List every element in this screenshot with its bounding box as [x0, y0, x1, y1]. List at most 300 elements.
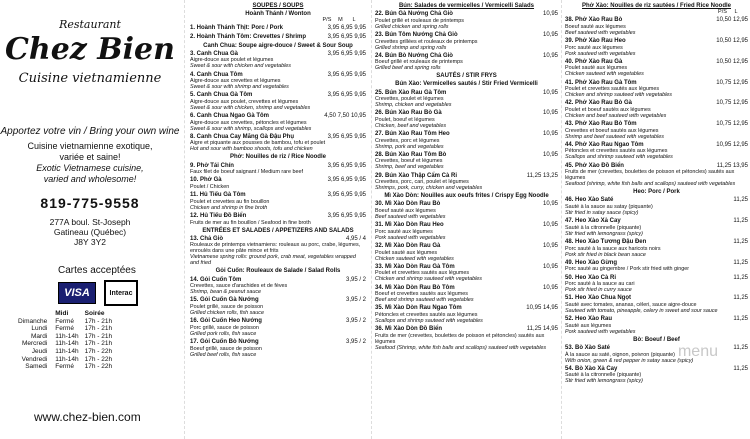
menu-item-english: Chicken sauteed with vegetables — [565, 71, 644, 78]
menu-item-name: 28. Bún Xào Rau Tôm Bò — [375, 151, 447, 158]
menu-item-english: Hot and sour with bamboo shoots, tofu and chicken — [190, 146, 313, 153]
menu-item-description: Fruits de mer (crevettes, boulettes de poisson et pétoncles) sautés aux légumes — [375, 332, 545, 345]
menu-item-header — [565, 366, 748, 373]
hours-time: Fermé — [55, 317, 75, 325]
category-heading: Mì Xào Dòn: Nouilles aux oeufs frites / Crispy Egg Noodle — [384, 193, 549, 200]
menu-item — [190, 163, 366, 176]
menu-item-description: Boeuf grillé et rouleaux de printemps — [375, 59, 463, 66]
menu-item-name: 43. Phở Xào Rau Bò Tôm — [565, 121, 637, 128]
address — [0, 217, 180, 247]
menu-item-header — [375, 243, 558, 250]
section-subtitle: Hoành Thánh / Wonton — [245, 11, 311, 17]
menu-item-name: 48. Heo Xào Tương Đậu Đen — [565, 239, 647, 245]
menu-item-header — [565, 316, 748, 323]
menu-item-description: Sauté aux légumes — [565, 322, 612, 329]
menu-item-english: Grilled beef and spring rolls — [375, 65, 441, 72]
menu-item — [565, 142, 748, 161]
hours-day: Dimanche — [18, 317, 48, 325]
menu-item-english: Scallops and shrimp sauteed with vegetables — [375, 317, 483, 324]
menu-item-name: 41. Phở Xào Rau Gà Tôm — [565, 79, 637, 86]
hours-time: 17h - 21h — [84, 325, 113, 333]
menu-item-english: Sweet & sour with shrimp and vegetables — [190, 84, 289, 91]
menu-item-header — [190, 72, 366, 79]
menu-item-name: 16. Gỏi Cuốn Heo Nướng — [190, 318, 262, 325]
menu-item-english: Shrimp, chicken and vegetables — [375, 102, 452, 109]
menu-item-header — [190, 339, 366, 346]
menu-item-english: Sweet & sour with chicken and vegetables — [190, 63, 291, 70]
address-line: Gatineau (Québec) — [53, 227, 127, 237]
brand-name: Chez Bien — [5, 32, 175, 67]
menu-item-description: Crevettes, porc et légumes — [375, 137, 440, 144]
menu-item-price: 3,95 6,95 9,95 — [327, 162, 366, 169]
hours-day: Lundi — [31, 325, 48, 333]
menu-item — [565, 17, 748, 36]
hours-time: 17h - 21h — [84, 332, 113, 340]
menu-item — [375, 32, 558, 51]
menu-item-price: 10,95 — [542, 284, 558, 291]
menu-item-price: 11,25 14,95 — [526, 326, 558, 333]
menu-item-header — [565, 260, 748, 267]
menu-item-english: Chicken, beef and vegetables — [375, 122, 447, 129]
menu-item-description: Crevettes et boeuf sautés aux légumes — [565, 127, 659, 134]
menu-item-price: 11,25 13,95 — [716, 162, 748, 169]
menu-item-price: 10,95 14,95 — [526, 305, 558, 312]
hours-day: Mardi — [31, 332, 48, 340]
menu-item — [565, 366, 748, 385]
menu-item-description: Pétoncles et crevettes sautés aux légumes — [375, 311, 478, 318]
menu-item-header — [375, 264, 558, 271]
menu-item-english: Grilled chicken rolls, fish sauce — [190, 309, 265, 316]
menu-item-price: 10,95 — [542, 89, 558, 96]
menu-item-price: 3,95 / 2 — [345, 318, 366, 325]
menu-item — [375, 152, 558, 171]
address-line: 277A boul. St-Joseph — [49, 217, 131, 227]
menu-item-description: Aigre-douce aux crevettes et légumes — [190, 78, 281, 85]
menu-item — [375, 222, 558, 241]
menu-item-english: Chicken and shrimp in fine broth — [190, 204, 268, 211]
size-columns — [565, 9, 748, 15]
menu-item-header — [375, 173, 558, 180]
menu-item-description: Crevettes, porc, cari, poulet et légumes — [375, 179, 469, 186]
menu-item-description: Pétoncles et crevettes sautés aux légumes — [565, 148, 668, 155]
opening-hours — [18, 310, 118, 371]
menu-item-price: 11,25 13,25 — [526, 172, 558, 179]
menu-item-name: 15. Gỏi Cuốn Gà Nướng — [190, 297, 259, 304]
hours-day: Mercredi — [21, 340, 48, 348]
menu-item-english: Sauteed with tomato, pineapple, celery in sweet and sour sauce — [565, 307, 718, 314]
menu-item-english: Beef sauteed with vegetables — [565, 29, 636, 36]
menu-item-price: 10,95 — [542, 151, 558, 158]
section-title: Bún: Salades de vermicelles / Vermicelli Salads — [398, 3, 535, 9]
menu-item-name: 25. Bún Xào Rau Gà Tôm — [375, 89, 447, 96]
menu-item-price: 10,50 12,95 — [716, 58, 748, 65]
menu-item-english: Seafood (Shrimp, white fish balls and scallops) sauteed with vegetables — [375, 344, 547, 351]
menu-item — [375, 264, 558, 283]
menu-item-description: Boeuf et crevettes sautés aux légumes — [375, 291, 468, 298]
menu-item-price: 3,95 6,95 9,95 — [327, 177, 366, 184]
menu-item-header — [375, 90, 558, 97]
menu-item — [375, 285, 558, 304]
visa-card-icon: VISA — [58, 282, 96, 304]
menu-item-header — [190, 236, 366, 243]
menu-item-english: Pork sauteed with vegetables — [565, 50, 636, 57]
menu-item-header — [565, 345, 748, 352]
hours-time: Fermé — [55, 325, 75, 333]
menu-item-name: 9. Phở Tái Chín — [190, 162, 234, 169]
menu-item-description: Poulet grillé, sauce de poisson — [190, 303, 264, 310]
size-col: P/S — [322, 17, 332, 23]
menu-item-description: Porc sauté aux légumes — [565, 44, 623, 51]
menu-item-name: 23. Bún Tôm Nướng Chả Giò — [375, 31, 458, 38]
menu-item-english: Grilled shrimp and spring rolls — [375, 44, 447, 51]
menu-item-description: Boeuf grillé, sauce de poisson — [190, 345, 262, 352]
menu-item — [190, 236, 366, 267]
menu-item-english: Shrimp, pork and vegetables — [375, 143, 444, 150]
hours-day: Jeudi — [31, 347, 48, 355]
tagline-line: variée et saine! — [59, 152, 121, 162]
menu-item-header — [565, 121, 748, 128]
menu-item-price: 10,95 12,95 — [716, 141, 748, 148]
stirfry-panel — [563, 0, 750, 439]
menu-item-name: 47. Heo Xào Xả Cay — [565, 218, 621, 225]
menu-item — [190, 192, 366, 211]
address-line: J8Y 3Y2 — [74, 237, 106, 247]
menu-item-price: 10,95 — [542, 131, 558, 138]
website-link[interactable]: www.chez-bien.com — [34, 410, 141, 424]
menu-item-english: Shrimp and beef sauteed with vegetables — [565, 133, 664, 140]
menu-item-price: 3,95 / 2 — [345, 276, 366, 283]
menu-item-description: Aigre-douce aux poulet, crevettes et légumes — [190, 98, 299, 105]
menu-item-description: Porc sauté à la sauce aux haricots noirs — [565, 245, 661, 252]
menu-item-name: 31. Mì Xào Dòn Rau Heo — [375, 222, 444, 229]
menu-item-name: 1. Hoành Thánh Thịt: Porc / Pork — [190, 25, 284, 32]
menu-item-description: Poulet et crevettes sautés aux légumes — [565, 86, 660, 93]
menu-item-english: Beef sauteed with vegetables — [375, 214, 446, 221]
menu-item-english: Scallops and shrimp sauteed with vegetables — [565, 154, 673, 161]
menu-item — [375, 131, 558, 150]
menu-item-price: 3,95 6,95 9,95 — [327, 71, 366, 78]
menu-item-header — [190, 192, 366, 199]
menu-item-english: Pork sauteed with vegetables — [565, 328, 636, 335]
menu-item-header — [565, 59, 748, 66]
menu-item-name: 38. Phở Xào Rau Bò — [565, 17, 623, 24]
size-col: M — [338, 17, 343, 23]
hours-time: 17h - 22h — [84, 355, 113, 363]
hours-time: 17h - 22h — [84, 347, 113, 355]
menu-item-header — [565, 275, 748, 282]
menu-item-english: Grilled pork rolls, fish sauce — [190, 330, 257, 337]
menu-item-english: Sweet & sour with chicken, shrimp and vegetables — [190, 104, 311, 111]
accepted-cards — [58, 280, 180, 306]
menu-item-name: 4. Canh Chua Tôm — [190, 71, 243, 78]
menu-item-name: 33. Mì Xào Dòn Rau Gà Tôm — [375, 263, 455, 270]
menu-item — [375, 11, 558, 30]
menu-item-header — [375, 11, 558, 18]
hours-time: 17h - 21h — [84, 317, 113, 325]
menu-item — [375, 305, 558, 324]
menu-item-description: À la sauce au saté, oignon, poivron (piquante) — [565, 351, 675, 358]
size-col: L — [352, 17, 356, 23]
soups-panel — [188, 0, 368, 439]
menu-item-header — [375, 53, 558, 60]
hours-col-evening: Soirée — [84, 310, 105, 317]
hours-row — [18, 356, 118, 364]
menu-item-english: Grilled beef rolls, fish sauce — [190, 351, 257, 358]
menu-item-price: 11,25 — [733, 365, 748, 372]
menu-item-english: Chicken and shrimp sauteed with vegetables — [375, 276, 482, 283]
menu-item-description: Porc sauté à la sauce au cari — [565, 281, 635, 288]
menu-item — [190, 134, 366, 153]
category-heading: Canh Chua: Soupe aigre-douce / Sweet & Sour Soup — [203, 42, 353, 49]
menu-item-name: 14. Gỏi Cuốn Tôm — [190, 276, 242, 283]
fold-line — [561, 0, 562, 439]
menu-item-description: Boeuf sauté aux légumes — [565, 23, 626, 30]
menu-item-price: 4,95 / 4 — [345, 235, 366, 242]
menu-item-header — [375, 305, 558, 312]
size-col: P/S — [718, 9, 727, 15]
menu-item-price: 10,75 12,95 — [716, 100, 748, 107]
menu-list — [375, 11, 558, 351]
menu-item — [190, 318, 366, 337]
menu-item-name: 36. Mì Xào Dòn Đồ Biển — [375, 326, 443, 333]
menu-item-price: 10,75 12,95 — [716, 121, 748, 128]
menu-item-english: Chicken sauteed with vegetables — [375, 255, 454, 262]
hours-row — [18, 333, 118, 341]
menu-item-header — [190, 25, 366, 32]
hours-row — [18, 318, 118, 326]
menu-item-description: Porc sauté aux légumes — [375, 228, 433, 235]
menu-item-price: 10,95 — [542, 52, 558, 59]
menu-list — [565, 17, 748, 384]
menu-item-price: 10,50 12,95 — [716, 17, 748, 24]
fold-line — [371, 0, 372, 439]
menu-item — [565, 295, 748, 314]
menu-item — [375, 173, 558, 192]
menu-item-price: 3,95 6,95 9,95 — [327, 92, 366, 99]
menu-item — [190, 34, 366, 41]
menu-item — [375, 243, 558, 262]
menu-item-header — [565, 295, 748, 302]
watermark-text: menu — [677, 343, 718, 360]
menu-item — [375, 53, 558, 72]
hours-row — [18, 363, 118, 371]
tagline — [0, 141, 180, 185]
menu-item-price: 3,95 6,95 9,95 — [327, 213, 366, 219]
menu-item-description: Porc grillé, sauce de poisson — [190, 324, 259, 331]
menu-item-english: Pork stir fried in curry sauce — [565, 287, 632, 294]
size-col: L — [734, 9, 738, 15]
menu-item-header — [190, 51, 366, 58]
menu-item-price: 3,95 6,95 9,95 — [327, 25, 366, 32]
menu-item-name: 8. Canh Chua Cay Măng Gà Đậu Phụ — [190, 133, 295, 140]
menu-item-english: Vietnamese spring rolls: ground pork, crab meat, vegetables wrapped and fried — [190, 254, 356, 267]
menu-item-price: 3,95 6,95 9,95 — [327, 133, 366, 140]
menu-item-name: 22. Bún Gà Nướng Chả Giò — [375, 11, 453, 18]
category-heading: Heo: Porc / Pork — [633, 189, 680, 196]
menu-item — [190, 113, 366, 132]
menu-item-description: Faux filet de boeuf saignant / Medium rare beef — [190, 169, 303, 176]
menu-item — [190, 92, 366, 111]
menu-item — [565, 121, 748, 140]
menu-item-name: 42. Phở Xào Rau Bò Gà — [565, 100, 632, 107]
menu-item-price: 11,25 — [733, 259, 748, 266]
menu-item — [190, 213, 366, 226]
menu-item-price: 10,95 — [542, 222, 558, 229]
hours-row — [18, 348, 118, 356]
hours-day: Vendredi — [21, 355, 48, 363]
hours-time: 17h - 21h — [84, 340, 113, 348]
menu-item-header — [190, 34, 366, 41]
noodles-panel — [373, 0, 560, 439]
menu-item-english: Stir fried with lemongrass (spicy) — [565, 230, 643, 237]
menu-item-price: 4,50 7,50 10,95 — [324, 113, 366, 120]
menu-item — [565, 100, 748, 119]
menu-item-price: 11,25 — [733, 197, 748, 204]
cuisine-label: Cuisine vietnamienne — [18, 71, 162, 86]
menu-item — [565, 80, 748, 99]
menu-item-english: Shrimp, beef and vegetables — [375, 164, 444, 171]
menu-item-english: Grilled chicken and spring rolls — [375, 23, 449, 30]
menu-item — [190, 339, 366, 358]
category-heading: SAUTÉS / STIR FRYS — [436, 73, 497, 80]
menu-item-header — [565, 142, 748, 149]
menu-item-price: 10,75 12,95 — [716, 79, 748, 86]
menu-item — [190, 277, 366, 296]
menu-item-description: Aigre et piquante aux pousses de bambou, tofu et poulet — [190, 140, 326, 147]
hours-row — [18, 325, 118, 333]
menu-item — [375, 110, 558, 129]
menu-item-price: 11,25 — [733, 218, 748, 225]
menu-item-header — [565, 163, 748, 170]
menu-item — [375, 201, 558, 220]
menu-item-name: 24. Bún Bò Nướng Chả Giò — [375, 52, 453, 59]
menu-item-description: Crevettes, boeuf et légumes — [375, 158, 443, 165]
tagline-line: Cuisine vietnamienne exotique, — [27, 141, 153, 151]
hours-row — [18, 340, 118, 348]
restaurant-label: Restaurant — [59, 18, 121, 31]
hours-time: Fermé — [55, 363, 75, 371]
menu-item-header — [375, 32, 558, 39]
menu-item-header — [375, 201, 558, 208]
menu-item — [190, 177, 366, 190]
category-heading: ENTRÉES ET SALADES / APPETIZERS AND SALADS — [202, 227, 354, 234]
menu-item-name: 13. Chả Giò — [190, 235, 224, 242]
menu-item-name: 10. Phở Gà — [190, 177, 222, 184]
interac-card-icon: Interac — [104, 280, 138, 306]
menu-item-header — [375, 110, 558, 117]
menu-list — [190, 25, 366, 357]
menu-item-price: 3,95 / 2 — [345, 338, 366, 345]
menu-item-header — [190, 134, 366, 141]
menu-item-description: Crevettes, poulet et légumes — [375, 96, 444, 103]
tagline-line: Exotic Vietnamese cuisine, — [36, 163, 144, 173]
menu-item-description: Sauté à la sauce au satay (piquante) — [565, 204, 653, 211]
menu-item-name: 50. Heo Xào Cà Ri — [565, 274, 617, 281]
menu-item-price: 3,95 6,95 9,95 — [327, 33, 366, 40]
menu-item-english: Pork sauteed with vegetables — [375, 234, 446, 241]
menu-item-english: Sweet & sour with shrimp, scallops and vegetables — [190, 125, 312, 132]
menu-item-name: 46. Heo Xào Saté — [565, 197, 614, 204]
menu-item-name: 26. Bún Xào Rau Bò Gà — [375, 110, 442, 117]
menu-item-name: 52. Heo Xào Rau — [565, 316, 613, 323]
section-title: Phở Xào: Nouilles de riz sautées / Fried Rice Noodle — [582, 3, 731, 9]
menu-item-name: 40. Phở Xào Rau Gà — [565, 58, 623, 65]
menu-item-name: 44. Phở Xào Rau Ngao Tôm — [565, 141, 644, 148]
menu-item-description: Crevettes, sauce d'arachides et de fèves — [190, 283, 288, 290]
category-heading: Phở: Nouilles de riz / Rice Noodle — [230, 154, 326, 161]
menu-item-header — [190, 297, 366, 304]
menu-item-header — [565, 197, 748, 204]
fold-line — [184, 0, 185, 439]
menu-item-description: Sauté avec tomates, ananas, céleri, sauce aigre-douce — [565, 301, 697, 308]
menu-item-name: 32. Mì Xào Dòn Rau Gà — [375, 243, 441, 249]
menu-item-price: 10,95 — [542, 11, 558, 18]
menu-item-english: Chicken and shrimp sauteed with vegetables — [565, 92, 672, 99]
menu-item-name: 17. Gỏi Cuốn Bò Nướng — [190, 338, 259, 345]
hours-time: 11h-14h — [55, 347, 79, 355]
menu-item-name: 51. Heo Xào Chua Ngọt — [565, 295, 632, 302]
menu-item-english: Shrimps, pork, curry, chicken and vegetables — [375, 185, 483, 192]
menu-item — [565, 59, 748, 78]
category-heading: Bún Xào: Vermicelles sautés / Stir Fried Vermicelli — [395, 81, 538, 88]
menu-item — [565, 197, 748, 216]
hours-time: 17h - 22h — [84, 363, 113, 371]
menu-item-price: 11,25 — [733, 344, 748, 351]
menu-item-description: Sauté à la citronnelle (piquante) — [565, 372, 642, 379]
menu-item-header — [375, 326, 558, 333]
menu-item-name: 39. Phở Xào Rau Heo — [565, 37, 626, 44]
phone-number: 819-775-9558 — [40, 195, 140, 211]
menu-item-english: Pork stir fried in black bean sauce — [565, 251, 646, 258]
menu-item-header — [190, 163, 366, 170]
menu-item-price: 11,25 — [733, 316, 748, 323]
menu-item-price: 10,95 — [542, 263, 558, 270]
menu-item-name: 29. Bún Xào Thập Cẩm Cà Ri — [375, 172, 458, 179]
menu-item-price: 10,95 — [542, 201, 558, 208]
menu-item-english: Shrimp, bean & peanut sauce — [190, 289, 262, 296]
menu-item-name: 12. Hủ Tiếu Đồ Biển — [190, 213, 247, 219]
menu-item-name: 49. Heo Xào Gừng — [565, 259, 618, 266]
size-columns — [190, 17, 366, 23]
category-heading: Gỏi Cuốn: Rouleaux de Salade / Salad Rolls — [215, 268, 341, 275]
menu-item — [565, 275, 748, 294]
menu-item-header — [375, 285, 558, 292]
menu-item-name: 34. Mì Xào Dòn Rau Bò Tôm — [375, 284, 455, 291]
hours-time: 11h-14h — [55, 340, 79, 348]
menu-item-description: Poulet et boeuf sautés aux légumes — [565, 106, 651, 113]
section-title: SOUPES / SOUPS — [252, 3, 304, 9]
menu-item-description: Poulet / Chicken — [190, 184, 230, 191]
menu-item — [565, 316, 748, 335]
menu-item — [565, 218, 748, 237]
menu-item-name: 30. Mì Xào Dòn Rau Bò — [375, 201, 441, 208]
menu-item — [190, 297, 366, 316]
menu-item — [565, 163, 748, 188]
menu-item — [190, 25, 366, 32]
cover-panel — [0, 0, 180, 439]
menu-item-price: 11,25 — [733, 239, 748, 245]
menu-item-header — [565, 38, 748, 45]
menu-item-description: Fruits de mer (crevettes, boulettes de poisson et pétoncles) sautés aux légumes — [565, 169, 735, 182]
menu-item — [375, 326, 558, 351]
menu-item-price: 10,50 12,95 — [716, 37, 748, 44]
category-heading: Bò: Boeuf / Beef — [633, 336, 680, 343]
menu-item-header — [190, 277, 366, 284]
menu-item-name: 11. Hủ Tiếu Gà Tôm — [190, 192, 246, 199]
menu-item-description: Poulet sauté aux légumes — [375, 249, 438, 256]
menu-item-description: Boeuf sauté aux légumes — [375, 208, 436, 215]
menu-item-description: Rouleaux de printemps vietnamiens: rouleaux au porc, crabe, légumes, enroulés dans une pâte mince et frits — [190, 242, 361, 255]
